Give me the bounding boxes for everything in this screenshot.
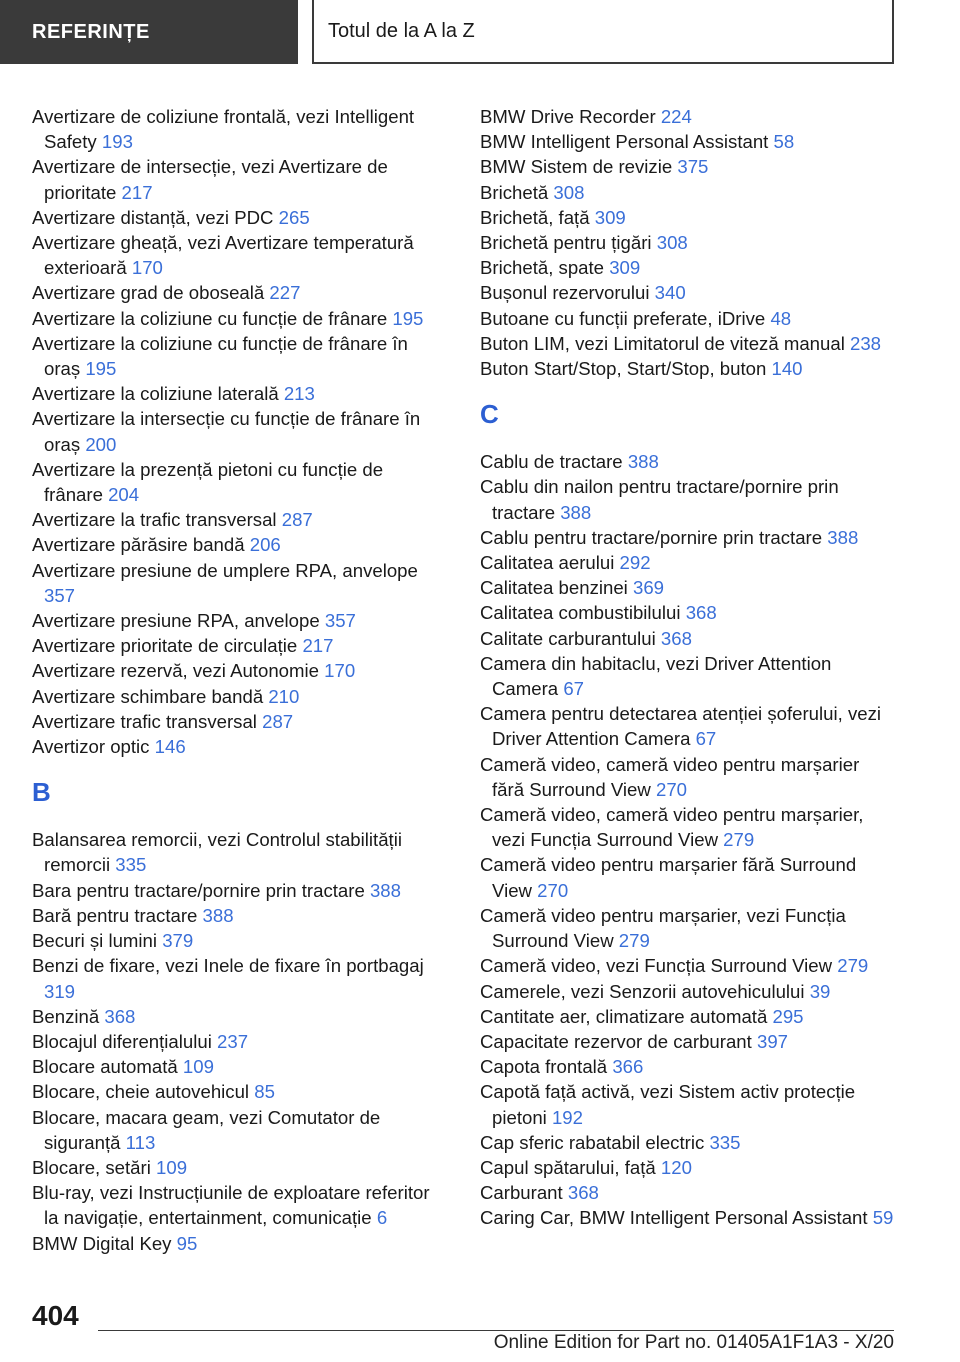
page-link[interactable]: 39 [809, 980, 831, 1002]
index-entry [32, 1054, 444, 1079]
page-link[interactable]: 368 [660, 627, 692, 649]
index-entry [480, 802, 894, 852]
index-entry [32, 903, 444, 928]
index-entry-text: Cablu pentru tractare/pornire prin tractare [480, 526, 823, 548]
index-entry [32, 709, 444, 734]
index-entry [32, 633, 444, 658]
index-entry [480, 701, 894, 751]
index-entry [480, 903, 894, 953]
index-entry [480, 626, 894, 651]
page-link[interactable]: 195 [85, 358, 117, 380]
index-entry-text: Capul spătarului, față [480, 1156, 656, 1178]
index-entry-text: Cameră video, cameră video pentru marșarier, vezi Funcția Surround View [480, 804, 864, 851]
page-link[interactable]: 193 [101, 131, 133, 153]
index-entry-text: Capacitate rezervor de carburant [480, 1030, 752, 1052]
page-link[interactable]: 270 [656, 778, 688, 800]
index-entry-text: Blocare, setări [32, 1156, 151, 1178]
index-entry-text: Capotă față activă, vezi Sistem activ protecție pietoni [480, 1081, 856, 1128]
index-entry [480, 651, 894, 701]
page-link[interactable]: 6 [376, 1207, 388, 1229]
index-entry-text: Brichetă, față [480, 206, 590, 228]
index-entry-text: Avertizare de coliziune frontală, vezi Intelligent Safety [32, 106, 415, 153]
index-entry-text: Avertizare presiune de umplere RPA, anvelope [32, 559, 418, 581]
index-entry-text: BMW Sistem de revizie [480, 156, 673, 178]
index-entry-text: Cameră video pentru marșarier, vezi Funcția Surround View [480, 904, 846, 952]
index-entry-text: Avertizare gheață, vezi Avertizare temperatură exterioară [32, 232, 414, 279]
index-entry [32, 734, 444, 759]
index-entry [32, 658, 444, 683]
page-link[interactable]: 368 [104, 1005, 136, 1027]
index-entry-text: Brichetă [480, 181, 549, 203]
page-link[interactable]: 95 [176, 1232, 198, 1254]
index-entry [480, 205, 894, 230]
index-entry [480, 1155, 894, 1180]
index-entry-text: Bara pentru tractare/pornire prin tractare [32, 879, 365, 901]
page-link[interactable]: 368 [685, 602, 717, 624]
index-entry-text: Cantitate aer, climatizare automată [480, 1005, 768, 1027]
index-entry [480, 1180, 894, 1205]
index-entry [480, 306, 894, 331]
index-entry-text: Butoane cu funcții preferate, iDrive [480, 307, 766, 329]
index-entry-text: Calitatea aerului [480, 552, 615, 574]
index-entry [480, 255, 894, 280]
page-link[interactable]: 368 [567, 1182, 599, 1204]
index-entry [480, 852, 894, 902]
index-entry-text: Cameră video, vezi Funcția Surround View [480, 955, 833, 977]
index-entry [480, 180, 894, 205]
index-letter-b: B [32, 777, 51, 808]
page-link[interactable]: 265 [278, 206, 310, 228]
page-link[interactable]: 308 [553, 181, 585, 203]
page-link[interactable]: 292 [619, 552, 651, 574]
index-entry [32, 1105, 444, 1155]
page-link[interactable]: 279 [723, 829, 755, 851]
section-title: REFERINȚE [32, 20, 150, 43]
index-entry [32, 507, 444, 532]
page-link[interactable]: 210 [268, 685, 300, 707]
index-list-a [32, 104, 444, 759]
index-entry-text: Benzină [32, 1005, 100, 1027]
index-entry [480, 331, 894, 356]
index-entry [480, 1079, 894, 1129]
index-entry-text: Avertizare distanță, vezi PDC [32, 206, 274, 228]
page-link[interactable]: 287 [281, 509, 313, 531]
index-entry [32, 827, 444, 877]
page-link[interactable]: 270 [537, 879, 569, 901]
index-entry-text: Brichetă pentru țigări [480, 232, 652, 254]
index-letter-c: C [480, 399, 499, 430]
page-link[interactable]: 170 [131, 257, 163, 279]
page-link[interactable]: 335 [115, 854, 147, 876]
page-link[interactable]: 279 [618, 930, 650, 952]
page-link[interactable]: 170 [324, 660, 356, 682]
index-entry [32, 1079, 444, 1104]
index-entry-text: Capota frontală [480, 1056, 608, 1078]
index-entry-text: Brichetă, spate [480, 257, 605, 279]
page-link[interactable]: 238 [850, 332, 882, 354]
page-link[interactable]: 335 [709, 1131, 741, 1153]
page-link[interactable]: 309 [609, 257, 641, 279]
index-entry [480, 104, 894, 129]
footer-divider [98, 1330, 894, 1331]
index-entry-text: Cameră video, cameră video pentru marșarier fără Surround View [480, 753, 860, 800]
index-entry-text: Carburant [480, 1182, 563, 1204]
index-entry-text: Avertizare trafic transversal [32, 710, 257, 732]
index-entry [32, 1180, 444, 1230]
index-entry-text: Avertizare la prezență pietoni cu funcție de frânare [32, 458, 384, 506]
index-entry [32, 558, 444, 608]
index-entry [32, 608, 444, 633]
index-entry-text: Avertizare la coliziune laterală [32, 383, 279, 405]
index-entry-text: Avertizare la intersecție cu funcție de frânare în oraș [32, 408, 421, 455]
index-entry [32, 1004, 444, 1029]
index-entry-text: Avertizor optic [32, 736, 150, 758]
index-entry [480, 1029, 894, 1054]
index-entry [480, 550, 894, 575]
index-entry [32, 104, 444, 154]
index-entry [480, 575, 894, 600]
page-link[interactable]: 287 [262, 710, 294, 732]
index-entry [480, 474, 894, 524]
page-link[interactable]: 192 [551, 1106, 583, 1128]
index-entry [480, 1205, 894, 1230]
index-list-b-continued [480, 104, 894, 381]
page-link[interactable]: 48 [770, 307, 792, 329]
index-entry-text: Avertizare schimbare bandă [32, 685, 264, 707]
index-entry [480, 1004, 894, 1029]
index-entry-text: Balansarea remorcii, vezi Controlul stabilității remorcii [32, 829, 402, 876]
index-entry-text: Avertizare la coliziune cu funcție de frânare [32, 307, 388, 329]
index-entry [32, 230, 444, 280]
page-link[interactable]: 67 [695, 728, 717, 750]
page-link[interactable]: 217 [121, 181, 153, 203]
index-entry [32, 406, 444, 456]
page-link[interactable]: 295 [772, 1005, 804, 1027]
page-link[interactable]: 113 [125, 1131, 156, 1153]
index-list-b [32, 827, 444, 1255]
index-entry [480, 1054, 894, 1079]
index-entry [480, 1130, 894, 1155]
index-entry-text: Camerele, vezi Senzorii autovehiculului [480, 980, 805, 1002]
index-entry-text: Avertizare la coliziune cu funcție de frânare în oraș [32, 332, 408, 380]
index-entry-text: Avertizare prioritate de circulație [32, 635, 298, 657]
index-entry [32, 280, 444, 305]
index-entry [32, 532, 444, 557]
index-entry-text: Buton Start/Stop, Start/Stop, buton [480, 358, 767, 380]
page-title: Totul de la A la Z [328, 19, 475, 42]
index-entry [480, 230, 894, 255]
index-entry [32, 381, 444, 406]
page-link[interactable]: 59 [872, 1207, 894, 1229]
footer-edition: Online Edition for Part no. 01405A1F1A3 - X/20 [493, 1332, 894, 1353]
index-entry-text: Blocare, macara geam, vezi Comutator de siguranță [32, 1106, 381, 1153]
page-link[interactable]: 109 [182, 1056, 214, 1078]
page-link[interactable]: 200 [85, 433, 117, 455]
index-entry-text: Blocare automată [32, 1056, 178, 1078]
page-number: 404 [32, 1300, 79, 1331]
index-column-left [32, 104, 444, 1256]
page-link[interactable]: 369 [633, 577, 665, 599]
index-entry-text: Avertizare presiune RPA, anvelope [32, 610, 320, 632]
page-link[interactable]: 397 [757, 1030, 789, 1052]
index-entry-text: Bușonul rezervorului [480, 282, 650, 304]
page-link[interactable]: 357 [44, 584, 76, 606]
index-entry [480, 449, 894, 474]
page-link[interactable]: 140 [771, 358, 803, 380]
page-link[interactable]: 319 [44, 980, 76, 1002]
index-entry [32, 928, 444, 953]
page-link[interactable]: 58 [773, 131, 795, 153]
page-link[interactable]: 388 [560, 501, 592, 523]
index-entry-text: Avertizare grad de oboseală [32, 282, 265, 304]
page-link[interactable]: 85 [254, 1081, 275, 1103]
index-entry-text: Avertizare părăsire bandă [32, 534, 245, 556]
section-tab [0, 0, 298, 64]
page-link[interactable]: 357 [324, 610, 356, 632]
index-entry-text: Camera pentru detectarea atenției șoferului, vezi Driver Attention Camera [480, 703, 882, 750]
index-entry [480, 979, 894, 1004]
index-entry-text: Buton LIM, vezi Limitatorul de viteză manual [480, 332, 845, 354]
index-entry [480, 525, 894, 550]
page-link[interactable]: 388 [202, 904, 234, 926]
page-link[interactable]: 120 [660, 1156, 692, 1178]
index-entry [480, 129, 894, 154]
page-link[interactable]: 217 [302, 635, 334, 657]
page-link[interactable]: 237 [217, 1030, 249, 1052]
index-entry [32, 205, 444, 230]
index-entry [32, 878, 444, 903]
index-entry [480, 953, 894, 978]
index-entry-text: Cameră video pentru marșarier fără Surround View [480, 854, 857, 901]
index-entry [32, 1029, 444, 1054]
page-link[interactable]: 388 [827, 526, 859, 548]
index-entry-text: BMW Drive Recorder [480, 106, 656, 127]
index-entry-text: BMW Intelligent Personal Assistant [480, 131, 769, 153]
page-link[interactable]: 227 [269, 282, 301, 304]
index-entry [480, 600, 894, 625]
index-entry-text: Avertizare de intersecție, vezi Avertizare de prioritate [32, 156, 388, 203]
page-header [312, 0, 894, 64]
page-link[interactable]: 388 [627, 451, 659, 473]
page-link[interactable]: 309 [594, 206, 626, 228]
index-entry-text: Becuri și lumini [32, 930, 158, 952]
index-entry-text: Cablu din nailon pentru tractare/pornire prin tractare [480, 476, 839, 523]
index-entry [480, 356, 894, 381]
index-entry [32, 331, 444, 381]
page-link[interactable]: 146 [154, 736, 186, 758]
page-link[interactable]: 206 [249, 534, 281, 556]
page-link[interactable]: 308 [656, 232, 688, 254]
page-link[interactable]: 388 [369, 879, 401, 901]
index-entry-text: Camera din habitaclu, vezi Driver Attention Camera [480, 652, 832, 700]
page-link[interactable]: 340 [654, 282, 686, 304]
page-link[interactable]: 109 [156, 1156, 188, 1178]
index-entry-text: Calitatea benzinei [480, 577, 628, 599]
page-link[interactable]: 195 [392, 307, 424, 329]
page-link[interactable]: 375 [677, 156, 709, 178]
page-link[interactable]: 204 [108, 484, 140, 506]
index-entry-text: Calitatea combustibilului [480, 602, 681, 624]
index-entry-text: Cablu de tractare [480, 451, 623, 473]
index-entry [32, 457, 444, 507]
index-entry-text: BMW Digital Key [32, 1232, 172, 1254]
index-list-c [480, 449, 894, 1230]
index-entry [32, 684, 444, 709]
page-link[interactable]: 67 [563, 678, 584, 700]
index-entry [480, 752, 894, 802]
index-entry-text: Blocare, cheie autovehicul [32, 1081, 250, 1103]
index-entry [480, 154, 894, 179]
index-entry-text: Avertizare rezervă, vezi Autonomie [32, 660, 319, 682]
page-link[interactable]: 379 [162, 930, 194, 952]
index-entry-text: Caring Car, BMW Intelligent Personal Assistant [480, 1207, 868, 1229]
index-entry-text: Calitate carburantului [480, 627, 656, 649]
index-entry-text: Cap sferic rabatabil electric [480, 1131, 705, 1153]
index-entry [480, 280, 894, 305]
index-column-right [480, 104, 894, 1231]
index-entry [32, 953, 444, 1003]
page-link[interactable]: 279 [837, 955, 869, 977]
page-link[interactable]: 366 [612, 1056, 644, 1078]
index-entry-text: Blocajul diferențialului [32, 1030, 212, 1052]
index-entry [32, 1155, 444, 1180]
index-entry-text: Benzi de fixare, vezi Inele de fixare în portbagaj [32, 955, 424, 977]
index-entry-text: Avertizare la trafic transversal [32, 509, 277, 531]
index-entry-text: Blu-ray, vezi Instrucțiunile de exploatare referitor la navigație, entertainment, comunicație [32, 1182, 430, 1229]
page-link[interactable]: 224 [660, 106, 692, 127]
index-entry [32, 306, 444, 331]
index-entry [32, 1231, 444, 1256]
index-entry [32, 154, 444, 204]
index-entry-text: Bară pentru tractare [32, 904, 198, 926]
page-link[interactable]: 213 [283, 383, 315, 405]
